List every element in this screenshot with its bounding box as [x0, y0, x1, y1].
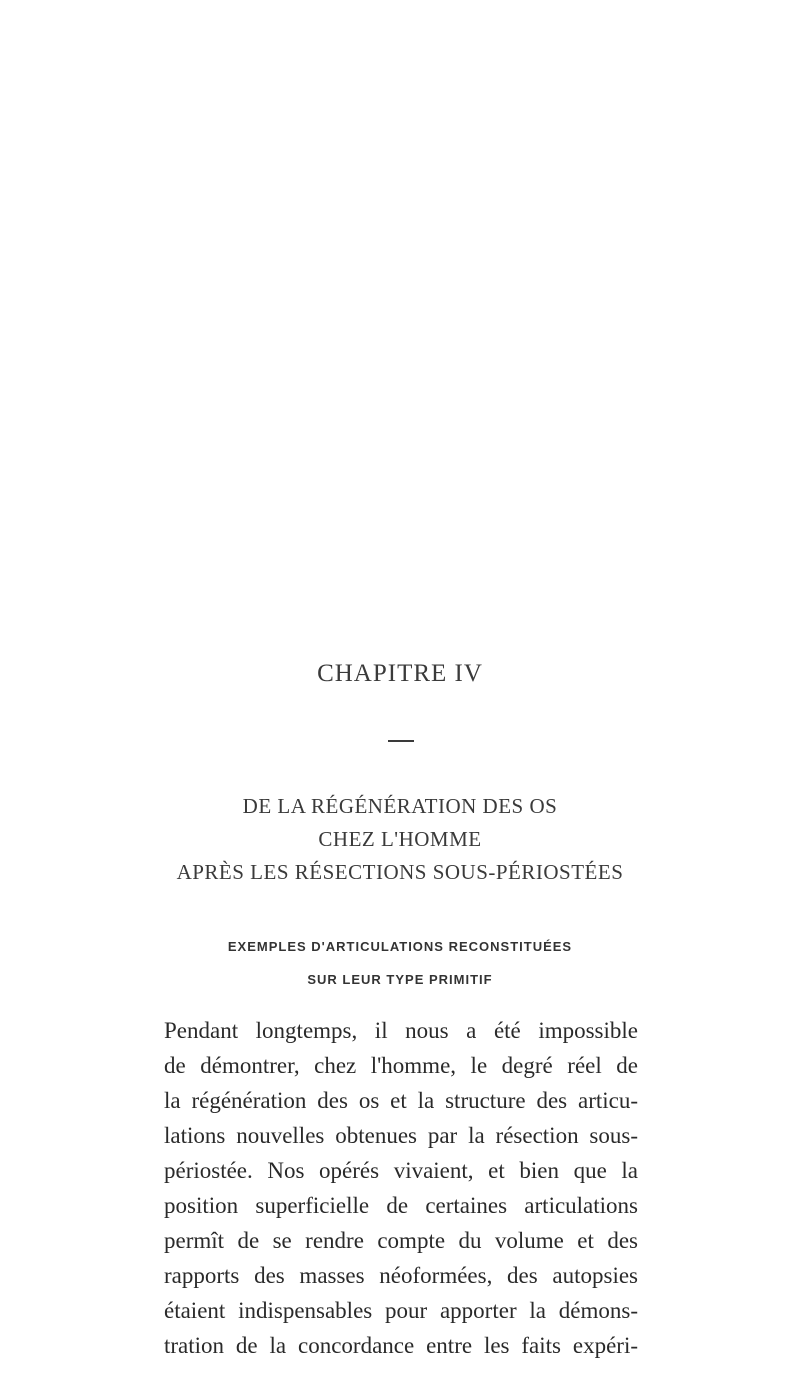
chapter-title: CHAPITRE IV	[317, 660, 483, 687]
body-line: tration de la concordance entre les faits expéri-	[164, 1333, 638, 1358]
body-line: lations nouvelles obtenues par la résection sous-	[164, 1123, 638, 1148]
heading-line: APRÈS LES RÉSECTIONS SOUS-PÉRIOSTÉES	[176, 860, 624, 884]
body-paragraph	[164, 1013, 638, 1363]
body-line: la régénération des os et la structure des articu-	[164, 1088, 638, 1113]
body-line: position superficielle de certaines articulations	[164, 1193, 638, 1218]
subheading-line: SUR LEUR TYPE PRIMITIF	[307, 972, 493, 987]
body-line: permît de se rendre compte du volume et des	[164, 1228, 638, 1253]
title-rule	[388, 740, 414, 742]
subheading-line: EXEMPLES D'ARTICULATIONS RECONSTITUÉES	[227, 939, 573, 954]
heading-line: DE LA RÉGÉNÉRATION DES OS	[242, 794, 558, 818]
body-line: étaient indispensables pour apporter la démons-	[164, 1298, 638, 1323]
body-line: Pendant longtemps, il nous a été impossible	[164, 1018, 638, 1043]
body-line: rapports des masses néoformées, des autopsies	[164, 1263, 638, 1288]
chapter-subheading	[0, 930, 800, 996]
body-line: de démontrer, chez l'homme, le degré réel de	[164, 1053, 638, 1078]
body-line: périostée. Nos opérés vivaient, et bien que la	[164, 1158, 638, 1183]
heading-line: CHEZ L'HOMME	[318, 827, 482, 851]
chapter-heading	[0, 790, 800, 889]
